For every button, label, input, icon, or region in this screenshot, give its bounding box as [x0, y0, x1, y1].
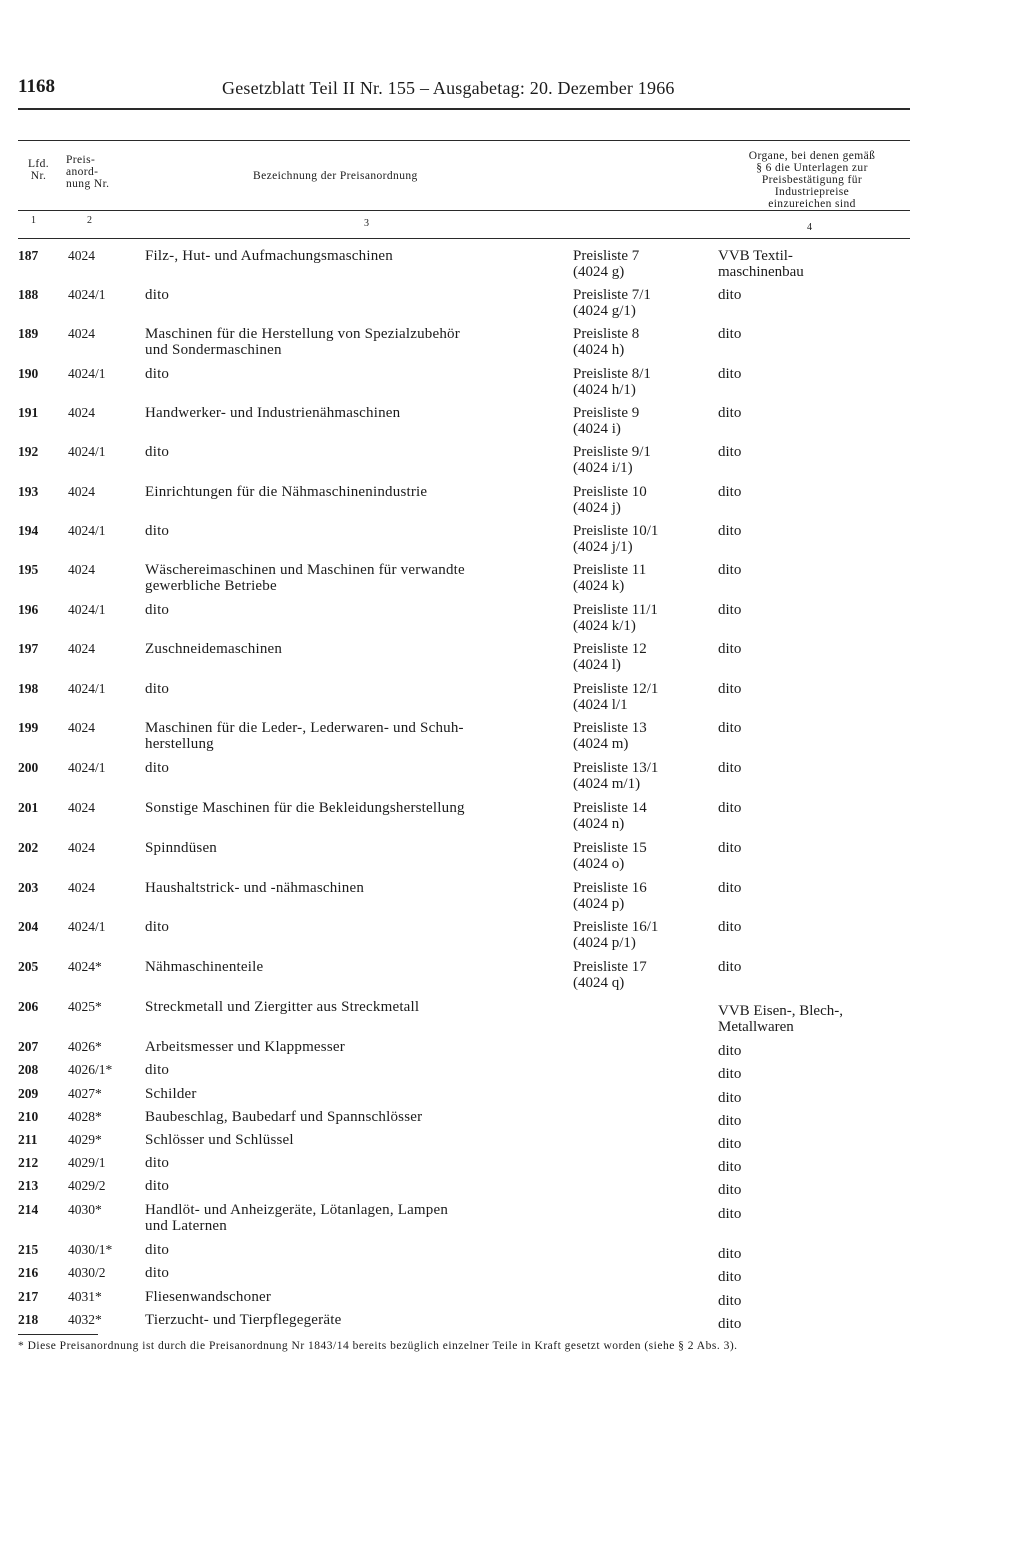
responsible-authority: dito [718, 484, 742, 500]
price-order-designation: dito [145, 760, 170, 776]
responsible-authority: dito [718, 602, 742, 618]
price-order-number: 4024 [68, 484, 95, 499]
responsible-authority: dito [718, 1206, 742, 1222]
responsible-authority: dito [718, 880, 742, 896]
responsible-authority: dito [718, 1182, 742, 1198]
price-order-designation: dito [145, 444, 170, 460]
price-list-reference: Preisliste 16/1 (4024 p/1) [573, 919, 659, 951]
row-number: 211 [18, 1132, 38, 1147]
price-order-number: 4024/1 [68, 760, 106, 775]
responsible-authority: dito [718, 1269, 742, 1285]
row-number: 212 [18, 1155, 39, 1170]
column-header-organe: Organe, bei denen gemäß § 6 die Unterlagen zur Preisbestätigung für Industriepreise einzureichen sind [748, 150, 876, 210]
price-order-number: 4030/2 [68, 1265, 106, 1280]
row-number: 210 [18, 1109, 39, 1124]
responsible-authority: dito [718, 1246, 742, 1262]
price-order-designation: dito [145, 1265, 170, 1281]
price-list-reference: Preisliste 10 (4024 j) [573, 484, 647, 516]
price-order-number: 4024/1 [68, 681, 106, 696]
price-list-reference: Preisliste 8 (4024 h) [573, 326, 640, 358]
price-order-designation: Zuschneidemaschinen [145, 641, 283, 657]
row-number: 217 [18, 1289, 39, 1304]
price-order-number: 4024 [68, 405, 95, 420]
price-order-designation: Nähmaschinenteile [145, 959, 264, 975]
column-number-3: 3 [364, 218, 369, 229]
responsible-authority: dito [718, 919, 742, 935]
price-order-number: 4031* [68, 1289, 102, 1304]
price-order-designation: Schlösser und Schlüssel [145, 1132, 294, 1148]
row-number: 191 [18, 405, 39, 420]
price-order-designation: dito [145, 1178, 170, 1194]
row-number: 189 [18, 326, 39, 341]
table-top-rule [18, 140, 910, 141]
price-list-reference: Preisliste 9 (4024 i) [573, 405, 640, 437]
price-order-number: 4024/1 [68, 523, 106, 538]
price-order-designation: Streckmetall und Ziergitter aus Streckmetall [145, 999, 420, 1015]
price-order-designation: dito [145, 523, 170, 539]
price-order-number: 4026* [68, 1039, 102, 1054]
responsible-authority: dito [718, 562, 742, 578]
price-order-designation: Handlöt- und Anheizgeräte, Lötanlagen, Lampen und Laternen [145, 1202, 449, 1234]
row-number: 198 [18, 681, 39, 696]
price-list-reference: Preisliste 17 (4024 q) [573, 959, 647, 991]
price-list-reference: Preisliste 9/1 (4024 i/1) [573, 444, 651, 476]
row-number: 214 [18, 1202, 39, 1217]
header-rule [18, 108, 910, 110]
responsible-authority: dito [718, 405, 742, 421]
responsible-authority: dito [718, 1113, 742, 1129]
row-number: 188 [18, 287, 39, 302]
responsible-authority: dito [718, 720, 742, 736]
price-order-designation: dito [145, 1062, 170, 1078]
price-order-designation: Sonstige Maschinen für die Bekleidungsherstellung [145, 800, 465, 816]
price-order-number: 4024/1 [68, 287, 106, 302]
row-number: 206 [18, 999, 39, 1014]
row-number: 209 [18, 1086, 39, 1101]
column-number-4: 4 [807, 222, 812, 233]
price-order-number: 4028* [68, 1109, 102, 1124]
responsible-authority: dito [718, 1293, 742, 1309]
row-number: 204 [18, 919, 39, 934]
price-list-reference: Preisliste 12 (4024 l) [573, 641, 647, 673]
responsible-authority: dito [718, 287, 742, 303]
page-title: Gesetzblatt Teil II Nr. 155 – Ausgabetag: 20. Dezember 1966 [222, 78, 675, 98]
price-order-designation: Einrichtungen für die Nähmaschinenindustrie [145, 484, 428, 500]
row-number: 187 [18, 248, 39, 263]
price-order-designation: Spinndüsen [145, 840, 218, 856]
row-number: 205 [18, 959, 39, 974]
column-numbers-top-rule [18, 210, 910, 211]
row-number: 193 [18, 484, 39, 499]
price-list-reference: Preisliste 12/1 (4024 l/1 [573, 681, 659, 713]
row-number: 196 [18, 602, 39, 617]
price-order-number: 4027* [68, 1086, 102, 1101]
row-number: 197 [18, 641, 39, 656]
price-order-number: 4024 [68, 641, 95, 656]
price-order-number: 4024* [68, 959, 102, 974]
row-number: 192 [18, 444, 39, 459]
column-numbers-bottom-rule [18, 238, 910, 239]
responsible-authority: dito [718, 840, 742, 856]
price-order-number: 4024 [68, 562, 95, 577]
price-order-number: 4024/1 [68, 444, 106, 459]
price-order-designation: Schilder [145, 1086, 197, 1102]
price-list-reference: Preisliste 7/1 (4024 g/1) [573, 287, 651, 319]
row-number: 194 [18, 523, 39, 538]
row-number: 207 [18, 1039, 39, 1054]
column-header-preisanordnung-nr: Preis- anord- nung Nr. [66, 154, 110, 190]
responsible-authority: dito [718, 523, 742, 539]
responsible-authority: dito [718, 800, 742, 816]
responsible-authority: dito [718, 1066, 742, 1082]
price-order-number: 4024/1 [68, 919, 106, 934]
responsible-authority: dito [718, 1159, 742, 1175]
price-order-designation: dito [145, 919, 170, 935]
price-order-designation: Tierzucht- und Tierpflegegeräte [145, 1312, 342, 1328]
price-order-designation: Maschinen für die Herstellung von Spezialzubehör und Sondermaschinen [145, 326, 460, 358]
price-list-reference: Preisliste 11/1 (4024 k/1) [573, 602, 658, 634]
price-list-reference: Preisliste 10/1 (4024 j/1) [573, 523, 659, 555]
row-number: 218 [18, 1312, 39, 1327]
price-list-reference: Preisliste 11 (4024 k) [573, 562, 647, 594]
responsible-authority: dito [718, 326, 742, 342]
row-number: 199 [18, 720, 39, 735]
price-order-designation: Wäschereimaschinen und Maschinen für verwandte gewerbliche Betriebe [145, 562, 465, 594]
responsible-authority: VVB Eisen-, Blech-, Metallwaren [718, 1003, 843, 1035]
responsible-authority: dito [718, 1043, 742, 1059]
price-list-reference: Preisliste 13 (4024 m) [573, 720, 647, 752]
row-number: 202 [18, 840, 39, 855]
responsible-authority: dito [718, 444, 742, 460]
footnote-rule [18, 1334, 98, 1335]
row-number: 208 [18, 1062, 39, 1077]
footnote: * Diese Preisanordnung ist durch die Preisanordnung Nr 1843/14 bereits bezüglich einzelner Teile in Kraft gesetzt worden (siehe § 2 Abs. 3). [18, 1340, 738, 1352]
row-number: 190 [18, 366, 39, 381]
price-order-designation: Handwerker- und Industrienähmaschinen [145, 405, 401, 421]
row-number: 203 [18, 880, 39, 895]
price-list-reference: Preisliste 16 (4024 p) [573, 880, 647, 912]
price-list-reference: Preisliste 13/1 (4024 m/1) [573, 760, 659, 792]
row-number: 200 [18, 760, 39, 775]
responsible-authority: dito [718, 1090, 742, 1106]
column-header-lfd-nr: Lfd. Nr. [28, 158, 50, 182]
price-list-reference: Preisliste 7 (4024 g) [573, 248, 640, 280]
price-order-number: 4026/1* [68, 1062, 113, 1077]
responsible-authority: dito [718, 681, 742, 697]
row-number: 215 [18, 1242, 39, 1257]
price-order-designation: Maschinen für die Leder-, Lederwaren- und Schuh- herstellung [145, 720, 464, 752]
responsible-authority: dito [718, 1316, 742, 1332]
column-number-2: 2 [87, 215, 92, 226]
responsible-authority: dito [718, 366, 742, 382]
column-header-bezeichnung: Bezeichnung der Preisanordnung [253, 170, 418, 182]
row-number: 213 [18, 1178, 39, 1193]
price-order-number: 4032* [68, 1312, 102, 1327]
price-order-number: 4029/2 [68, 1178, 106, 1193]
price-list-reference: Preisliste 15 (4024 o) [573, 840, 647, 872]
page-number: 1168 [18, 76, 55, 97]
price-order-designation: dito [145, 287, 170, 303]
price-order-number: 4029* [68, 1132, 102, 1147]
price-order-number: 4024 [68, 326, 95, 341]
price-order-designation: Fliesenwandschoner [145, 1289, 272, 1305]
price-order-number: 4030* [68, 1202, 102, 1217]
price-order-number: 4024 [68, 248, 95, 263]
responsible-authority: VVB Textil- maschinenbau [718, 248, 804, 280]
price-order-designation: Arbeitsmesser und Klappmesser [145, 1039, 345, 1055]
price-order-designation: dito [145, 602, 170, 618]
responsible-authority: dito [718, 760, 742, 776]
price-list-reference: Preisliste 14 (4024 n) [573, 800, 647, 832]
price-order-number: 4024/1 [68, 366, 106, 381]
price-order-designation: dito [145, 1155, 170, 1171]
row-number: 201 [18, 800, 39, 815]
price-order-designation: Baubeschlag, Baubedarf und Spannschlösser [145, 1109, 423, 1125]
price-order-number: 4030/1* [68, 1242, 113, 1257]
price-order-designation: dito [145, 681, 170, 697]
row-number: 195 [18, 562, 39, 577]
price-order-number: 4024 [68, 840, 95, 855]
price-order-number: 4024 [68, 720, 95, 735]
price-order-number: 4029/1 [68, 1155, 106, 1170]
price-order-designation: Haushaltstrick- und -nähmaschinen [145, 880, 365, 896]
price-order-designation: Filz-, Hut- und Aufmachungsmaschinen [145, 248, 393, 264]
responsible-authority: dito [718, 1136, 742, 1152]
price-order-number: 4024 [68, 800, 95, 815]
responsible-authority: dito [718, 959, 742, 975]
price-order-number: 4025* [68, 999, 102, 1014]
price-order-number: 4024 [68, 880, 95, 895]
price-order-designation: dito [145, 1242, 170, 1258]
price-list-reference: Preisliste 8/1 (4024 h/1) [573, 366, 651, 398]
price-order-number: 4024/1 [68, 602, 106, 617]
responsible-authority: dito [718, 641, 742, 657]
column-number-1: 1 [31, 215, 36, 226]
price-order-designation: dito [145, 366, 170, 382]
row-number: 216 [18, 1265, 39, 1280]
